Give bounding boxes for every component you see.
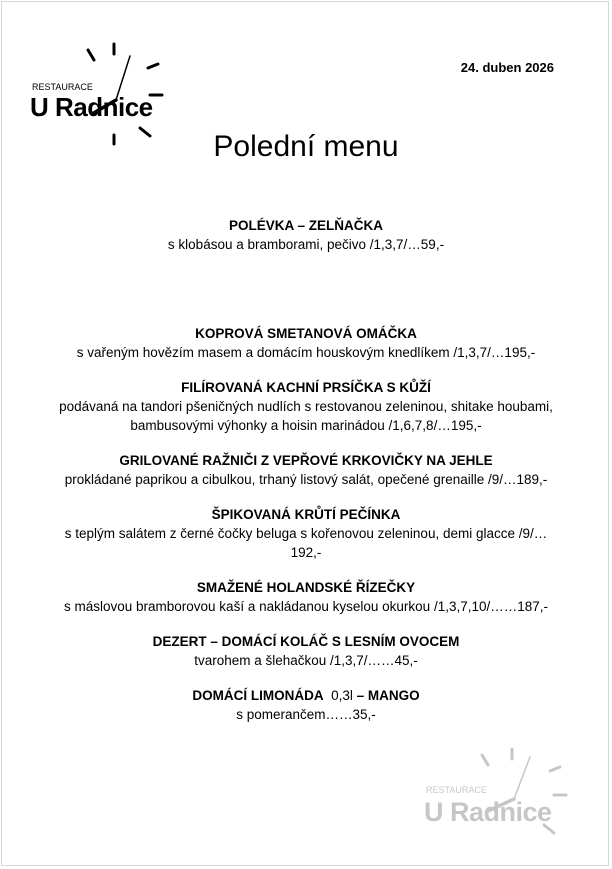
dish-description: podávaná na tandori pšeničných nudlích s restovanou zeleninou, shitake houbami, bambusovými výhonky a hoisin marinádou /1,6,7,8/…195,- <box>59 399 553 433</box>
drink-item <box>50 686 562 724</box>
drink-name-b: – MANGO <box>356 688 420 703</box>
dish-description: s klobásou a bramborami, pečivo /1,3,7/…59,- <box>167 237 445 252</box>
menu-item <box>50 632 562 670</box>
menu-item <box>50 378 562 435</box>
dish-name: ŠPIKOVANÁ KRŮTÍ PEČÍNKA <box>211 507 401 522</box>
dish-description: s vařeným hovězím masem a domácím houskovým knedlíkem /1,3,7/…195,- <box>76 345 536 360</box>
dish-name: FILÍROVANÁ KACHNÍ PRSÍČKA S KŮŽÍ <box>181 380 431 395</box>
watermark-logo <box>422 745 572 840</box>
dish-name: KOPROVÁ SMETANOVÁ OMÁČKA <box>195 326 417 341</box>
watermark-small-text: RESTAURACE <box>426 785 487 795</box>
menu-list <box>50 216 562 740</box>
drink-description: s pomerančem……35,- <box>236 707 376 722</box>
dish-name: POLÉVKA – ZELŇAČKA <box>228 218 383 233</box>
dish-description: s teplým salátem z černé čočky beluga s kořenovou zeleninou, demi glacce /9/…192,- <box>64 526 548 560</box>
menu-date: 24. duben 2026 <box>460 60 554 75</box>
logo-small-text: RESTAURACE <box>32 82 93 92</box>
drink-name-a: DOMÁCÍ LIMONÁDA <box>192 688 324 703</box>
menu-item <box>50 451 562 489</box>
menu-item <box>50 505 562 562</box>
watermark-big-text: U Radnice <box>424 797 552 827</box>
page-title: Polední menu <box>213 130 399 163</box>
menu-item <box>50 216 562 254</box>
dish-description: tvarohem a šlehačkou /1,3,7/……45,- <box>194 653 418 668</box>
dish-description: prokládané paprikou a cibulkou, trhaný listový salát, opečené grenaille /9/…189,- <box>64 472 548 487</box>
dish-description: s máslovou bramborovou kaší a nakládanou kyselou okurkou /1,3,7,10/……187,- <box>63 599 549 614</box>
menu-item <box>50 324 562 362</box>
drink-name <box>50 686 562 705</box>
dish-name: DEZERT – DOMÁCÍ KOLÁČ S LESNÍM OVOCEM <box>152 634 460 649</box>
drink-volume: 0,3l <box>331 688 353 703</box>
menu-item <box>50 578 562 616</box>
dish-name: GRILOVANÉ RAŽNIČI Z VEPŘOVÉ KRKOVIČKY NA JEHLE <box>119 453 493 468</box>
logo-big-text: U Radnice <box>30 92 153 122</box>
dish-name: SMAŽENÉ HOLANDSKÉ ŘÍZEČKY <box>196 580 416 595</box>
